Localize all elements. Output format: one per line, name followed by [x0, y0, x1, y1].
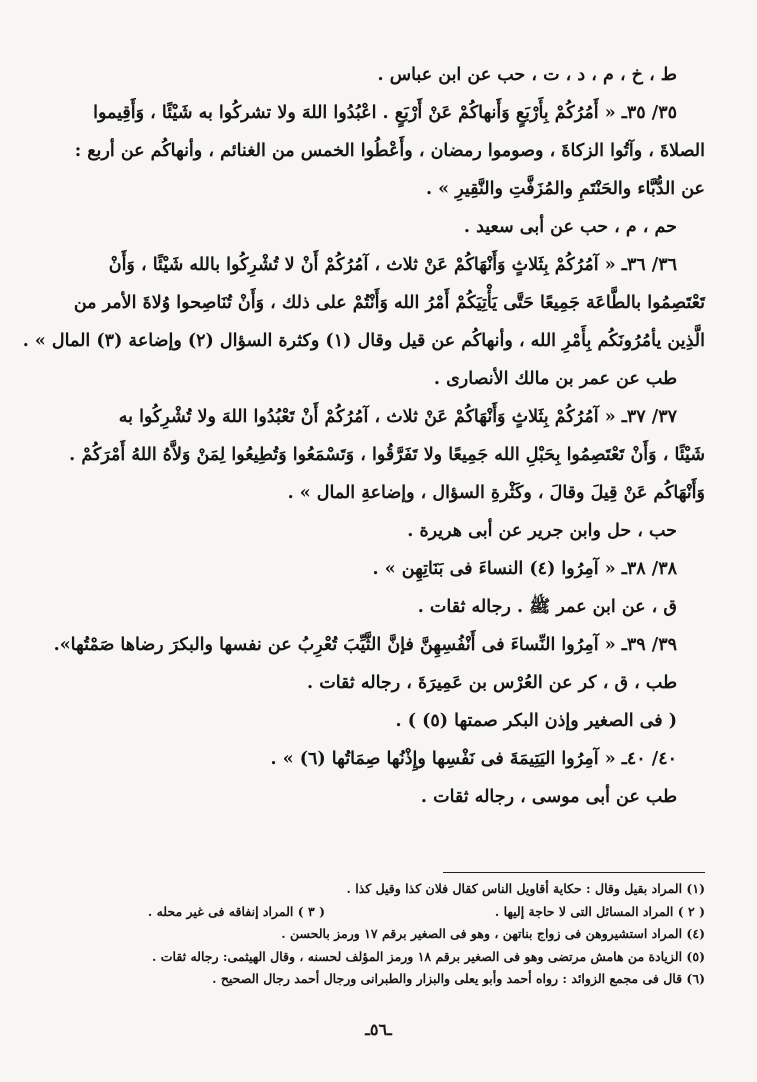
- text-line: ٣٧/ ٣٧ـ « آمُرُكُمْ بِثَلاثٍ وَأَنْهَاكُمْ عَنْ ثلاث ، آمُرُكُمْ أَنْ تَعْبُدُوا اللهَ ولا تُشْرِكُوا به: [118, 407, 677, 427]
- text-line: طب عن أبى موسى ، رجاله ثقات .: [420, 787, 677, 807]
- text-line: الَّذِين يأمُرُونَكُم بِأَمْرِ الله ، وأنهاكُم عن قيل وقال (١) وكثرة السؤال (٢) وإضاعة (٣) المال » .: [22, 331, 705, 351]
- footnote-2: ( ٢ ) المراد المسائل التى لا حاجة إليها .: [494, 903, 705, 919]
- text-line: ( فى الصغير وإذن البكر صمتها (٥) ) .: [395, 711, 677, 731]
- main-text: [22, 56, 705, 816]
- footnote-divider: [443, 872, 705, 873]
- text-line: حب ، حل وابن جرير عن أبى هريرة .: [407, 521, 677, 541]
- page-number: ـ٥٦ـ: [365, 1020, 392, 1039]
- text-line: ٣٨/ ٣٨ـ « آمِرُوا (٤) النساءَ فى بَنَاتِهِن » .: [372, 559, 677, 579]
- footnote-row-2-3: [56, 901, 705, 924]
- text-line: ٣٩/ ٣٩ـ « آمِرُوا النِّساءَ فى أَنْفُسِهِنَّ فإنَّ الثَّيِّبَ تُعْرِبُ عن نفسها والبكرَ رضاها صَمْتُها».: [53, 635, 677, 655]
- footnote-4: (٤) المراد استشيروهن فى زواج بناتهن ، وهو فى الصغير برقم ١٧ ورمز بالحسن .: [281, 926, 705, 941]
- text-line: ق ، عن ابن عمر ﷺ . رجاله ثقات .: [417, 597, 677, 617]
- text-line: ٤٠/ ٤٠ـ « آمِرُوا اليَتِيمَةَ فى نَفْسِها وإِذْنُها صِمَاتُها (٦) » .: [270, 749, 677, 769]
- text-line: حم ، م ، حب عن أبى سعيد .: [463, 217, 677, 237]
- footnote-3: ( ٣ ) المراد إنفاقه فى غير محله .: [147, 903, 325, 919]
- text-line: ط ، خ ، م ، د ، ت ، حب عن ابن عباس .: [377, 65, 677, 85]
- footnotes: [56, 878, 705, 991]
- footnote-1: (١) المراد بقيل وقال : حكاية أقاويل الناس كقال فلان كذا وقيل كذا .: [346, 881, 705, 896]
- text-line: عن الدُّبَّاء والحَنْتَمِ والمُزَفَّتِ والنَّقِيرِ » .: [426, 179, 705, 199]
- text-line: الصلاةَ ، وآتُوا الزكاةَ ، وصوموا رمضان ، وأَعْطُوا الخمس من الغنائم ، وأنهاكُم عن أربع :: [74, 141, 705, 161]
- text-line: تَعْتَصِمُوا بالطَّاعَة جَمِيعًا حَتَّى يَأْتِيَكُمْ أَمْرُ الله وَأَنْتُمْ على ذلك ، وَأَنْ تُنَاصِحوا وُلاةَ الأمر من: [73, 293, 705, 313]
- footnote-5: (٥) الزيادة من هامش مرتضى وهو فى الصغير برقم ١٨ ورمز المؤلف لحسنه ، وقال الهيثمى: رجاله ثقات .: [152, 948, 705, 964]
- text-line: ٣٥/ ٣٥ـ « أَمُرُكُمْ بِأَرْبَعٍ وَأَنهاكُمْ عَنْ أَرْبَعٍ . اعْبُدُوا اللهَ ولا تشركُوا به شَيْئًا ، وَأَقِيموا: [93, 103, 677, 123]
- footnote-6: (٦) قال فى مجمع الزوائد : رواه أحمد وأبو يعلى والبزار والطبرانى ورجال أحمد رجال الصحيح .: [212, 971, 705, 986]
- text-line: طب عن عمر بن مالك الأنصارى .: [433, 369, 677, 389]
- text-line: وَأَنْهَاكُم عَنْ قِيلَ وقالَ ، وكَثْرةِ السؤال ، وإضاعةِ المال » .: [287, 483, 705, 503]
- text-line: شَيْئًا ، وَأَنْ تَعْتَصِمُوا بِحَبْلِ الله جَمِيعًا ولا تَفَرَّقُوا ، وَتَسْمَعُوا وَتُطِيعُوا لِمَنْ وَلاَّهُ اللهُ أَمْرَكُمْ .: [69, 445, 705, 465]
- text-line: ٣٦/ ٣٦ـ « آمُرُكُمْ بِثَلاثٍ وَأَنْهَاكُمْ عَنْ ثلاث ، آمُرُكُمْ أَنْ لا تُشْرِكُوا بالله شَيْئًا ، وَأَنْ: [108, 255, 677, 275]
- text-line: طب ، ق ، كر عن العُرْس بن عَمِيرَةَ ، رجاله ثقات .: [307, 673, 677, 693]
